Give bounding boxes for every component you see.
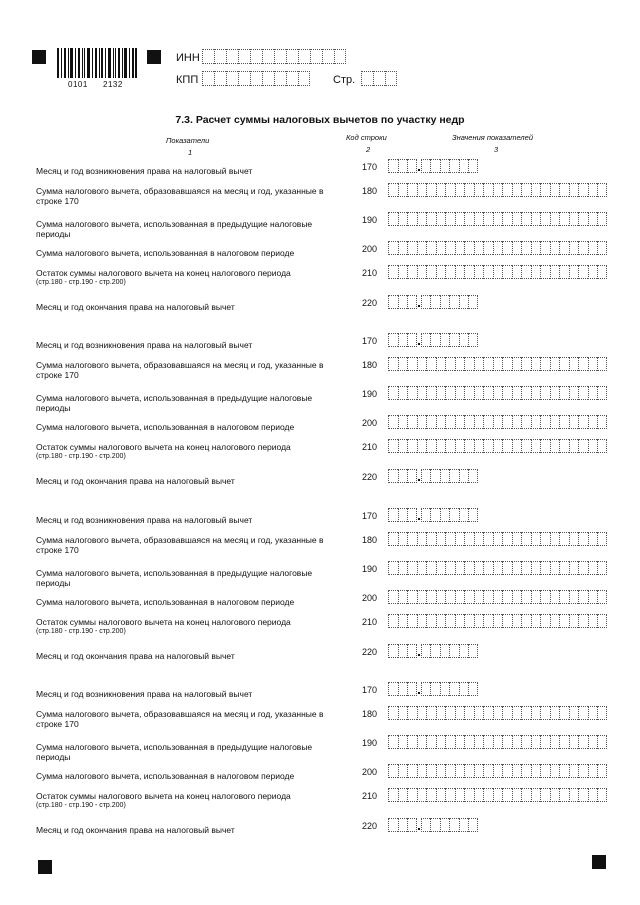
row-code: 200 [362, 593, 378, 603]
row-code: 180 [362, 360, 378, 370]
row-label [36, 597, 346, 607]
month-year-field[interactable] [388, 682, 478, 696]
row-label-text: Сумма налогового вычета, образовавшаяся на месяц и год, указанные в строке 170 [36, 186, 324, 206]
row-code: 220 [362, 472, 378, 482]
amount-field[interactable] [388, 386, 607, 400]
row-label-text: Остаток суммы налогового вычета на конец налогового периода [36, 268, 291, 278]
row-code: 220 [362, 647, 378, 657]
row-code: 210 [362, 617, 378, 627]
row-label-text: Месяц и год возникновения права на налоговый вычет [36, 166, 253, 176]
row-label [36, 771, 346, 781]
row-label-text: Месяц и год возникновения права на налоговый вычет [36, 340, 253, 350]
row-label [36, 166, 346, 176]
row-code: 170 [362, 685, 378, 695]
row-code: 200 [362, 244, 378, 254]
row-label [36, 442, 346, 462]
row-label-text: Месяц и год возникновения права на налоговый вычет [36, 689, 253, 699]
barcode-number-right: 2132 [103, 80, 123, 89]
row-label-text: Сумма налогового вычета, образовавшаяся на месяц и год, указанные в строке 170 [36, 709, 324, 729]
row-label [36, 393, 346, 413]
row-label [36, 651, 346, 661]
row-label-text: Сумма налогового вычета, использованная в предыдущие налоговые периоды [36, 742, 313, 762]
page-label: Стр. [333, 74, 356, 86]
month-year-field[interactable] [388, 159, 478, 173]
month-year-field[interactable] [388, 469, 478, 483]
corner-marker-bottom-right [592, 855, 606, 869]
row-code: 210 [362, 268, 378, 278]
row-label [36, 689, 346, 699]
row-code: 200 [362, 418, 378, 428]
separator-dot [417, 333, 421, 347]
row-label-text: Сумма налогового вычета, использованная в предыдущие налоговые периоды [36, 568, 313, 588]
row-code: 220 [362, 298, 378, 308]
row-label-text: Месяц и год возникновения права на налоговый вычет [36, 515, 253, 525]
corner-marker-top-right-of-barcode [147, 50, 161, 64]
row-label-text: Месяц и год окончания права на налоговый вычет [36, 651, 235, 661]
row-code: 180 [362, 535, 378, 545]
amount-field[interactable] [388, 788, 607, 802]
row-label-text: Сумма налогового вычета, использованная в налоговом периоде [36, 597, 295, 607]
row-label [36, 709, 346, 729]
separator-dot [417, 469, 421, 483]
col-header-values: Значения показателей [452, 133, 534, 142]
row-label-text: Сумма налогового вычета, образовавшаяся на месяц и год, указанные в строке 170 [36, 535, 324, 555]
col-number-2: 2 [366, 145, 371, 154]
amount-field[interactable] [388, 561, 607, 575]
row-sublabel: (стр.180 - стр.190 - стр.200) [36, 802, 126, 809]
inn-label: ИНН [176, 52, 200, 64]
col-number-3: 3 [494, 145, 499, 154]
row-label [36, 617, 346, 637]
amount-field[interactable] [388, 764, 607, 778]
row-label-text: Остаток суммы налогового вычета на конец налогового периода [36, 617, 291, 627]
row-label-text: Месяц и год окончания права на налоговый вычет [36, 825, 235, 835]
row-code: 190 [362, 564, 378, 574]
row-label [36, 302, 346, 312]
row-code: 190 [362, 738, 378, 748]
row-label [36, 186, 346, 206]
amount-field[interactable] [388, 241, 607, 255]
row-code: 170 [362, 511, 378, 521]
row-code: 210 [362, 442, 378, 452]
inn-field[interactable] [202, 49, 346, 64]
amount-field[interactable] [388, 415, 607, 429]
row-code: 180 [362, 709, 378, 719]
separator-dot [417, 508, 421, 522]
row-label-text: Сумма налогового вычета, использованная в налоговом периоде [36, 771, 295, 781]
amount-field[interactable] [388, 590, 607, 604]
row-label-text: Остаток суммы налогового вычета на конец налогового периода [36, 791, 291, 801]
row-label [36, 515, 346, 525]
amount-field[interactable] [388, 265, 607, 279]
corner-marker-bottom-left [38, 860, 52, 874]
separator-dot [417, 644, 421, 658]
row-sublabel: (стр.180 - стр.190 - стр.200) [36, 279, 126, 286]
row-label [36, 791, 346, 811]
row-label [36, 535, 346, 555]
amount-field[interactable] [388, 735, 607, 749]
row-label [36, 268, 346, 288]
amount-field[interactable] [388, 183, 607, 197]
row-code: 190 [362, 389, 378, 399]
section-title: 7.3. Расчет суммы налоговых вычетов по участку недр [175, 114, 465, 126]
kpp-label: КПП [176, 74, 199, 86]
row-code: 200 [362, 767, 378, 777]
row-code: 190 [362, 215, 378, 225]
row-label [36, 219, 346, 239]
amount-field[interactable] [388, 439, 607, 453]
row-code: 170 [362, 336, 378, 346]
row-label [36, 340, 346, 350]
row-label [36, 742, 346, 762]
row-code: 210 [362, 791, 378, 801]
col-header-indicators: Показатели [166, 136, 210, 145]
row-label-text: Сумма налогового вычета, использованная в налоговом периоде [36, 422, 295, 432]
col-number-1: 1 [188, 148, 193, 157]
row-code: 180 [362, 186, 378, 196]
row-label-text: Остаток суммы налогового вычета на конец налогового периода [36, 442, 291, 452]
row-code: 220 [362, 821, 378, 831]
barcode-number-left: 0101 [68, 80, 88, 89]
row-label [36, 825, 346, 835]
row-label [36, 422, 346, 432]
row-label-text: Сумма налогового вычета, использованная в предыдущие налоговые периоды [36, 219, 313, 239]
barcode-icon [57, 48, 137, 78]
separator-dot [417, 159, 421, 173]
month-year-field[interactable] [388, 333, 478, 347]
month-year-field[interactable] [388, 818, 478, 832]
amount-field[interactable] [388, 706, 607, 720]
month-year-field[interactable] [388, 644, 478, 658]
page-number-field[interactable] [361, 71, 397, 86]
row-label [36, 360, 346, 380]
corner-marker-top-left [32, 50, 46, 64]
month-year-field[interactable] [388, 295, 478, 309]
separator-dot [417, 682, 421, 696]
row-code: 170 [362, 162, 378, 172]
row-label-text: Сумма налогового вычета, использованная в налоговом периоде [36, 248, 295, 258]
row-label [36, 568, 346, 588]
row-label [36, 476, 346, 486]
row-sublabel: (стр.180 - стр.190 - стр.200) [36, 628, 126, 635]
kpp-field[interactable] [202, 71, 310, 86]
row-sublabel: (стр.180 - стр.190 - стр.200) [36, 453, 126, 460]
amount-field[interactable] [388, 532, 607, 546]
row-label-text: Сумма налогового вычета, использованная в предыдущие налоговые периоды [36, 393, 313, 413]
amount-field[interactable] [388, 212, 607, 226]
separator-dot [417, 818, 421, 832]
col-header-code: Код строки [346, 133, 387, 142]
row-label [36, 248, 346, 258]
row-label-text: Месяц и год окончания права на налоговый вычет [36, 302, 235, 312]
row-label-text: Сумма налогового вычета, образовавшаяся на месяц и год, указанные в строке 170 [36, 360, 324, 380]
row-label-text: Месяц и год окончания права на налоговый вычет [36, 476, 235, 486]
amount-field[interactable] [388, 614, 607, 628]
separator-dot [417, 295, 421, 309]
amount-field[interactable] [388, 357, 607, 371]
month-year-field[interactable] [388, 508, 478, 522]
